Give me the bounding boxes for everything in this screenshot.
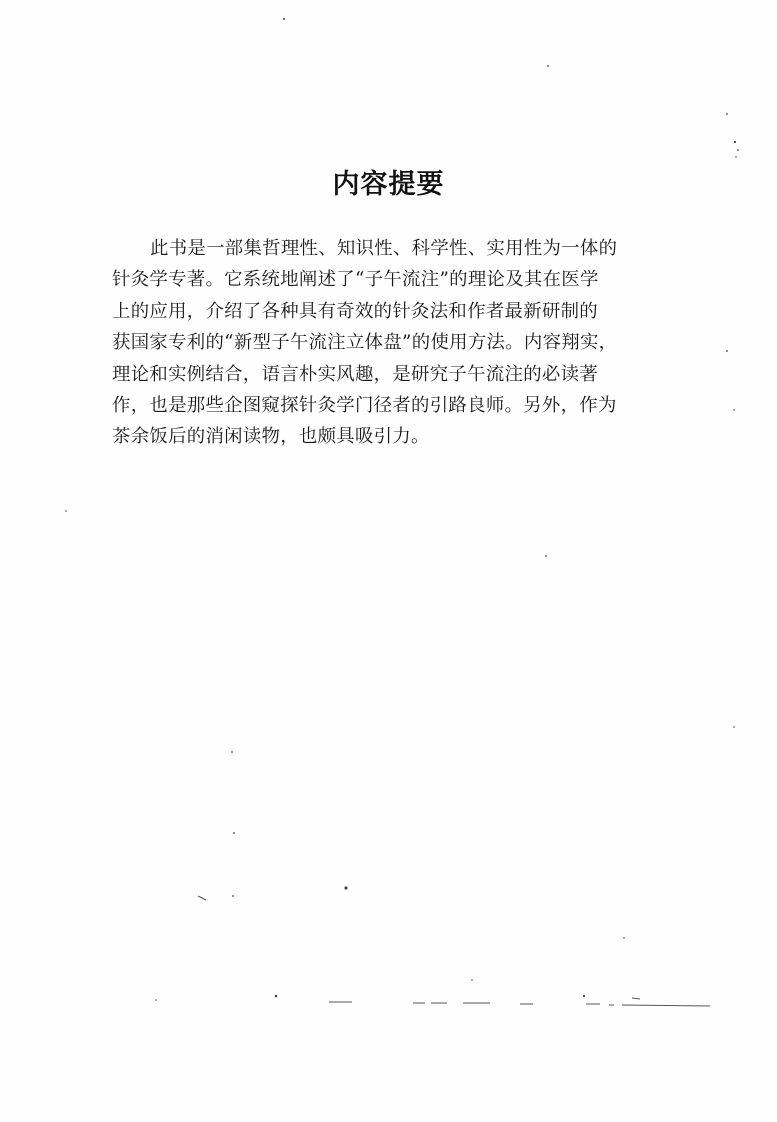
summary-line: 作，也是那些企图窥探针灸学门径者的引路良师。另外，作为: [112, 394, 617, 416]
page-title: 内容提要: [332, 169, 445, 200]
summary-line: 茶余饭后的消闲读物，也颇具吸引力。: [112, 426, 430, 448]
summary-line: 此书是一部集哲理性、知识性、科学性、实用性为一体的: [150, 238, 618, 259]
summary-line: 针灸学专著。它系统地阐述了“子午流注”的理论及其在医学: [112, 269, 599, 291]
summary-line: 上的应用，介绍了各种具有奇效的针灸法和作者最新研制的: [112, 300, 598, 322]
summary-line: 获国家专利的“新型子午流注立体盘”的使用方法。内容翔实，: [112, 332, 618, 354]
summary-line: 理论和实例结合，语言朴实风趣，是研究子午流注的必读著: [112, 363, 598, 385]
summary-paragraph: [112, 233, 664, 453]
